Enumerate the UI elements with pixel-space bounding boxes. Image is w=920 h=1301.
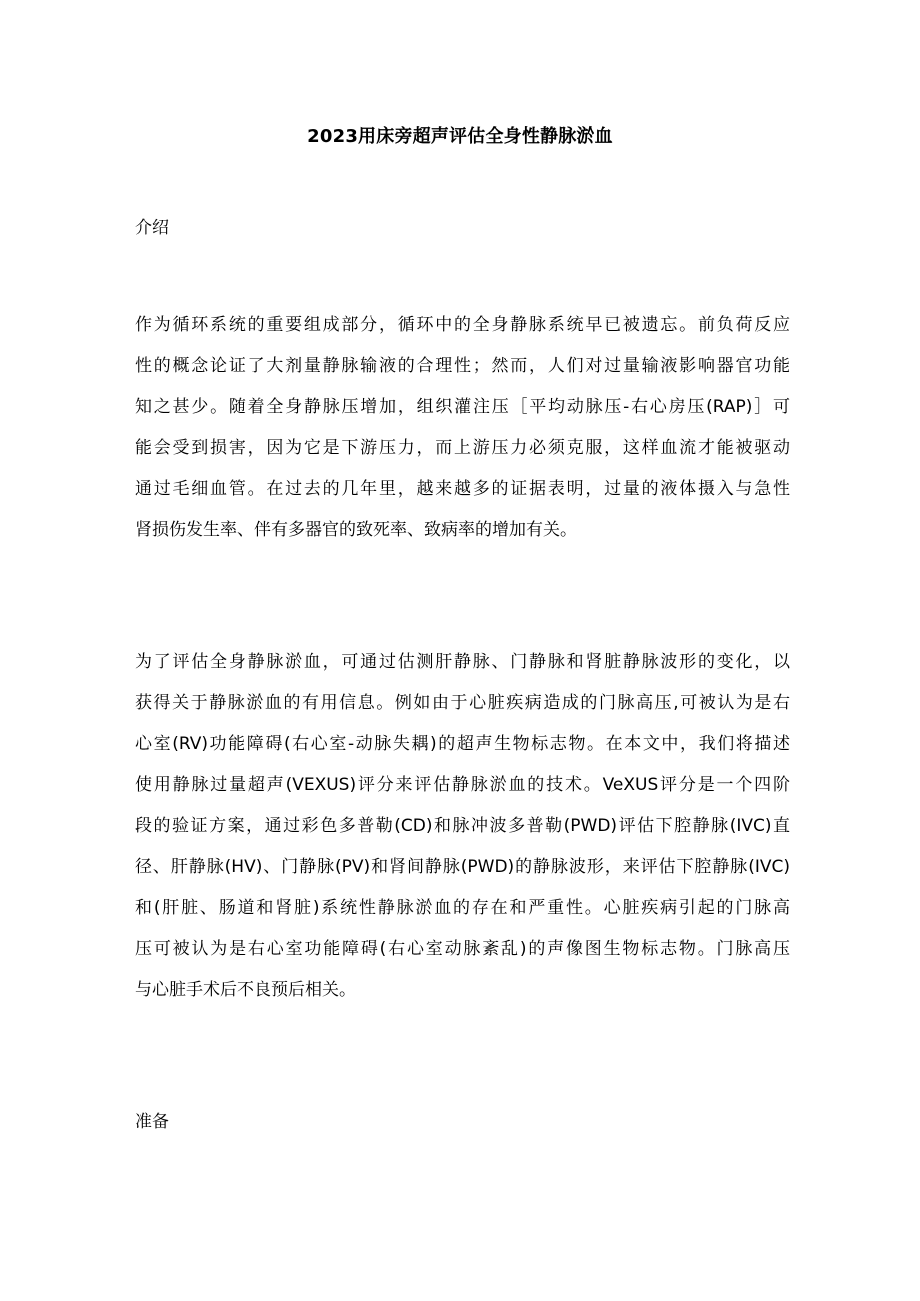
paragraph-vexus (135, 642, 790, 1011)
paragraph-line: 心室(RV)功能障碍(右心室-动脉失耦)的超声生物标志物。在本文中，我们将描述 (135, 734, 790, 754)
paragraph-line: 性的概念论证了大剂量静脉输液的合理性；然而，人们对过量输液影响器官功能 (135, 356, 790, 376)
paragraph-line: 获得关于静脉淤血的有用信息。例如由于心脏疾病造成的门脉高压,可被认为是右 (135, 693, 790, 713)
document-title: 2023用床旁超声评估全身性静脉淤血 (307, 126, 613, 147)
paragraph-line: 通过毛细血管。在过去的几年里，越来越多的证据表明，过量的液体摄入与急性 (135, 479, 790, 499)
paragraph-line: 能会受到损害，因为它是下游压力，而上游压力必须克服，这样血流才能被驱动 (135, 438, 790, 458)
section-heading-intro: 介绍 (135, 218, 169, 238)
paragraph-line: 段的验证方案，通过彩色多普勒(CD)和脉冲波多普勒(PWD)评估下腔静脉(IVC)直 (135, 816, 790, 836)
paragraph-line: 使用静脉过量超声(VEXUS)评分来评估静脉淤血的技术。VeXUS评分是一个四阶 (135, 775, 790, 795)
paragraph-line: 压可被认为是右心室功能障碍(右心室动脉紊乱)的声像图生物标志物。门脉高压 (135, 939, 790, 959)
paragraph-line: 肾损伤发生率、伴有多器官的致死率、致病率的增加有关。 (135, 520, 577, 540)
paragraph-line: 和(肝脏、肠道和肾脏)系统性静脉淤血的存在和严重性。心脏疾病引起的门脉高 (135, 898, 790, 918)
section-heading-preparation: 准备 (135, 1112, 169, 1132)
paragraph-line: 知之甚少。随着全身静脉压增加，组织灌注压［平均动脉压-右心房压(RAP)］可 (135, 397, 790, 417)
paragraph-line: 与心脏手术后不良预后相关。 (135, 980, 356, 1000)
paragraph-line: 作为循环系统的重要组成部分，循环中的全身静脉系统早已被遗忘。前负荷反应 (135, 315, 790, 335)
paragraph-line: 径、肝静脉(HV)、门静脉(PV)和肾间静脉(PWD)的静脉波形，来评估下腔静脉(IVC) (135, 857, 790, 877)
paragraph-intro (135, 305, 790, 551)
paragraph-line: 为了评估全身静脉淤血，可通过估测肝静脉、门静脉和肾脏静脉波形的变化，以 (135, 652, 790, 672)
